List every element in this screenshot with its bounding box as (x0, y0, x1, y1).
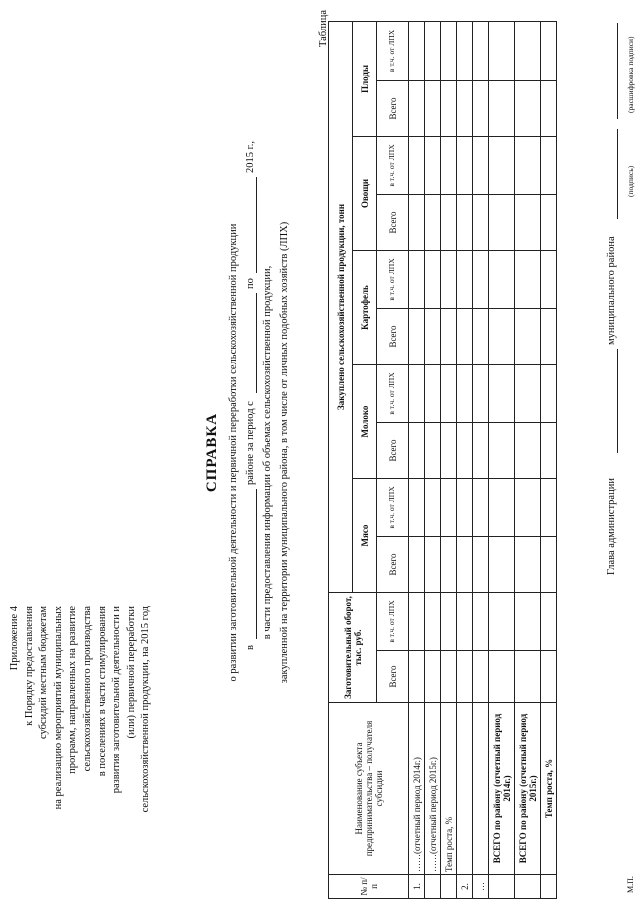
value-cell[interactable] (409, 137, 425, 195)
value-cell[interactable] (473, 21, 489, 80)
appendix-note (8, 606, 154, 906)
subheader-lph: в т.ч. от ЛПХ (377, 21, 409, 80)
stamp-place-label: М.П. (626, 876, 635, 893)
value-cell[interactable] (515, 423, 541, 479)
value-cell[interactable] (541, 81, 557, 137)
value-cell[interactable] (441, 593, 457, 651)
row-number: 1. (409, 875, 425, 899)
value-cell[interactable] (441, 537, 457, 593)
value-cell[interactable] (489, 479, 515, 537)
subheader-total: Всего (377, 309, 409, 365)
value-cell[interactable] (441, 21, 457, 80)
value-cell[interactable] (441, 195, 457, 251)
value-cell[interactable] (425, 423, 441, 479)
value-cell[interactable] (409, 537, 425, 593)
value-cell[interactable] (425, 251, 441, 309)
purchase-table (328, 21, 557, 899)
value-cell[interactable] (515, 195, 541, 251)
signature-decode-caption: (расшифровка подписи) (626, 36, 635, 113)
appendix-line: субсидий местным бюджетам (38, 606, 50, 740)
value-cell[interactable] (457, 251, 473, 309)
value-cell[interactable] (489, 309, 515, 365)
value-cell[interactable] (515, 309, 541, 365)
appendix-line: развития заготовительной деятельности и (111, 606, 123, 794)
value-cell[interactable] (441, 251, 457, 309)
appendix-line: программ, направленных на развитие (67, 606, 79, 774)
table-row (425, 21, 441, 898)
value-cell[interactable] (515, 251, 541, 309)
value-cell[interactable] (515, 81, 541, 137)
row-number: … (473, 875, 489, 899)
value-cell[interactable] (489, 195, 515, 251)
value-cell[interactable] (541, 137, 557, 195)
row-number (441, 875, 457, 899)
value-cell[interactable] (489, 21, 515, 80)
district-field[interactable] (245, 489, 257, 639)
value-cell[interactable] (541, 423, 557, 479)
value-cell[interactable] (409, 81, 425, 137)
municipal-district-label: муниципального района (606, 236, 617, 345)
value-cell[interactable] (441, 137, 457, 195)
value-cell[interactable] (473, 137, 489, 195)
value-cell[interactable] (425, 21, 441, 80)
value-cell[interactable] (489, 593, 515, 651)
header-product-milk: Молоко (353, 365, 377, 479)
value-cell[interactable] (409, 251, 425, 309)
appendix-line: Приложение 4 (9, 606, 20, 671)
value-cell[interactable] (515, 137, 541, 195)
period-district-label: районе за период с (245, 401, 256, 485)
row-number (425, 875, 441, 899)
value-cell[interactable] (409, 195, 425, 251)
value-cell[interactable] (441, 81, 457, 137)
value-cell[interactable] (441, 365, 457, 423)
value-cell[interactable] (515, 479, 541, 537)
value-cell[interactable] (425, 195, 441, 251)
appendix-line: к Порядку предоставления (23, 606, 35, 726)
appendix-line: сельскохозяйственной продукции, на 2015 год (140, 606, 152, 813)
row-label: Темп роста, % (441, 703, 457, 875)
header-turnover: Заготовительный оборот, тыс. руб. (329, 593, 377, 703)
header-product-fruits: Плоды (353, 21, 377, 136)
value-cell[interactable] (473, 651, 489, 703)
value-cell[interactable] (409, 479, 425, 537)
value-cell[interactable] (425, 479, 441, 537)
signature-field[interactable] (606, 129, 618, 219)
value-cell[interactable] (473, 479, 489, 537)
value-cell[interactable] (409, 309, 425, 365)
value-cell[interactable] (425, 137, 441, 195)
row-label: ……(отчетный период 2014г.) (409, 703, 425, 875)
subheader-total: Всего (377, 81, 409, 137)
subheader-total: Всего (377, 537, 409, 593)
subheader-lph: в т.ч. от ЛПХ (377, 137, 409, 195)
value-cell[interactable] (409, 593, 425, 651)
value-cell[interactable] (541, 21, 557, 80)
signature-decode-field[interactable] (606, 23, 618, 119)
value-cell[interactable] (489, 81, 515, 137)
value-cell[interactable] (457, 137, 473, 195)
header-product-potato: Картофель (353, 251, 377, 365)
value-cell[interactable] (441, 479, 457, 537)
document-subtitle-3: закупленной на территории муниципального района, в том числе от личных подобных хозяйств (ЛПХ) (279, 221, 290, 684)
appendix-line: в поселениях в части стимулирования (96, 606, 108, 777)
period-year: 2015 г., (245, 141, 256, 173)
appendix-line: на реализацию мероприятий муниципальных (52, 606, 64, 810)
value-cell[interactable] (473, 365, 489, 423)
value-cell[interactable] (425, 309, 441, 365)
subheader-total: Всего (377, 423, 409, 479)
head-name-field[interactable] (606, 349, 618, 453)
value-cell[interactable] (515, 365, 541, 423)
value-cell[interactable] (489, 651, 515, 703)
subheader-lph: в т.ч. от ЛПХ (377, 251, 409, 309)
table-row (409, 21, 425, 898)
value-cell[interactable] (489, 251, 515, 309)
row-number (489, 875, 515, 899)
row-number (515, 875, 541, 899)
value-cell[interactable] (473, 195, 489, 251)
value-cell[interactable] (541, 195, 557, 251)
value-cell[interactable] (457, 309, 473, 365)
signature-caption: (подпись) (626, 165, 635, 197)
value-cell[interactable] (457, 195, 473, 251)
table-row (515, 21, 541, 898)
value-cell[interactable] (441, 423, 457, 479)
table-row (473, 21, 489, 898)
table-row (541, 21, 557, 898)
value-cell[interactable] (457, 537, 473, 593)
value-cell[interactable] (425, 365, 441, 423)
appendix-line: сельскохозяйственного производства (81, 606, 93, 772)
row-label (457, 703, 473, 875)
value-cell[interactable] (473, 593, 489, 651)
header-product-vegetables: Овощи (353, 137, 377, 251)
value-cell[interactable] (473, 81, 489, 137)
period-start-field[interactable] (245, 293, 257, 393)
table-label: Таблица (318, 10, 329, 48)
header-number: № п/п (329, 875, 409, 899)
period-to-label: по (245, 278, 256, 289)
value-cell[interactable] (425, 81, 441, 137)
row-label: ВСЕГО по району (отчетный период 2015г.) (515, 703, 541, 875)
row-label: ВСЕГО по району (отчетный период 2014г.) (489, 703, 515, 875)
period-prefix: в (245, 645, 256, 650)
value-cell[interactable] (409, 21, 425, 80)
table-row (441, 21, 457, 898)
value-cell[interactable] (457, 365, 473, 423)
subheader-total: Всего (377, 651, 409, 703)
header-purchased: Закуплено сельскохозяйственной продукции, тонн (329, 21, 353, 592)
value-cell[interactable] (457, 21, 473, 80)
value-cell[interactable] (473, 537, 489, 593)
value-cell[interactable] (489, 537, 515, 593)
document-title: СПРАВКА (204, 412, 220, 493)
row-number: 2. (457, 875, 473, 899)
document-subtitle-2: в части предоставления информации об объемах сельскохозяйственной продукции, (262, 265, 273, 640)
table-row (489, 21, 515, 898)
value-cell[interactable] (425, 651, 441, 703)
value-cell[interactable] (409, 365, 425, 423)
value-cell[interactable] (409, 423, 425, 479)
value-cell[interactable] (473, 309, 489, 365)
table-body (409, 21, 557, 898)
header-product-meat: Мясо (353, 479, 377, 593)
period-end-field[interactable] (245, 177, 257, 273)
value-cell[interactable] (489, 137, 515, 195)
subheader-total: Всего (377, 195, 409, 251)
value-cell[interactable] (541, 593, 557, 651)
subheader-lph: в т.ч. от ЛПХ (377, 365, 409, 423)
value-cell[interactable] (541, 479, 557, 537)
value-cell[interactable] (457, 651, 473, 703)
value-cell[interactable] (457, 81, 473, 137)
row-number (541, 875, 557, 899)
head-of-administration-label: Глава администрации (606, 478, 617, 575)
table-row (457, 21, 473, 898)
subheader-lph: в т.ч. от ЛПХ (377, 479, 409, 537)
value-cell[interactable] (489, 423, 515, 479)
row-label: ……(отчетный период 2015г.) (425, 703, 441, 875)
row-label (473, 703, 489, 875)
value-cell[interactable] (425, 593, 441, 651)
value-cell[interactable] (457, 479, 473, 537)
subheader-lph: в т.ч. от ЛПХ (377, 593, 409, 651)
value-cell[interactable] (515, 593, 541, 651)
value-cell[interactable] (441, 651, 457, 703)
value-cell[interactable] (541, 651, 557, 703)
appendix-line: (или) первичной переработки (125, 606, 137, 739)
value-cell[interactable] (541, 251, 557, 309)
value-cell[interactable] (441, 309, 457, 365)
value-cell[interactable] (425, 537, 441, 593)
value-cell[interactable] (515, 21, 541, 80)
value-cell[interactable] (489, 365, 515, 423)
value-cell[interactable] (541, 309, 557, 365)
value-cell[interactable] (515, 651, 541, 703)
value-cell[interactable] (473, 251, 489, 309)
document-subtitle: о развитии заготовительной деятельности и первичной переработки сельскохозяйственной продукции (228, 223, 239, 682)
value-cell[interactable] (515, 537, 541, 593)
value-cell[interactable] (457, 593, 473, 651)
value-cell[interactable] (409, 651, 425, 703)
value-cell[interactable] (541, 537, 557, 593)
value-cell[interactable] (457, 423, 473, 479)
value-cell[interactable] (473, 423, 489, 479)
value-cell[interactable] (541, 365, 557, 423)
header-subject-name: Наименование субъекта предпринимательства – получателя субсидии (329, 703, 409, 875)
row-label: Темп роста, % (541, 703, 557, 875)
